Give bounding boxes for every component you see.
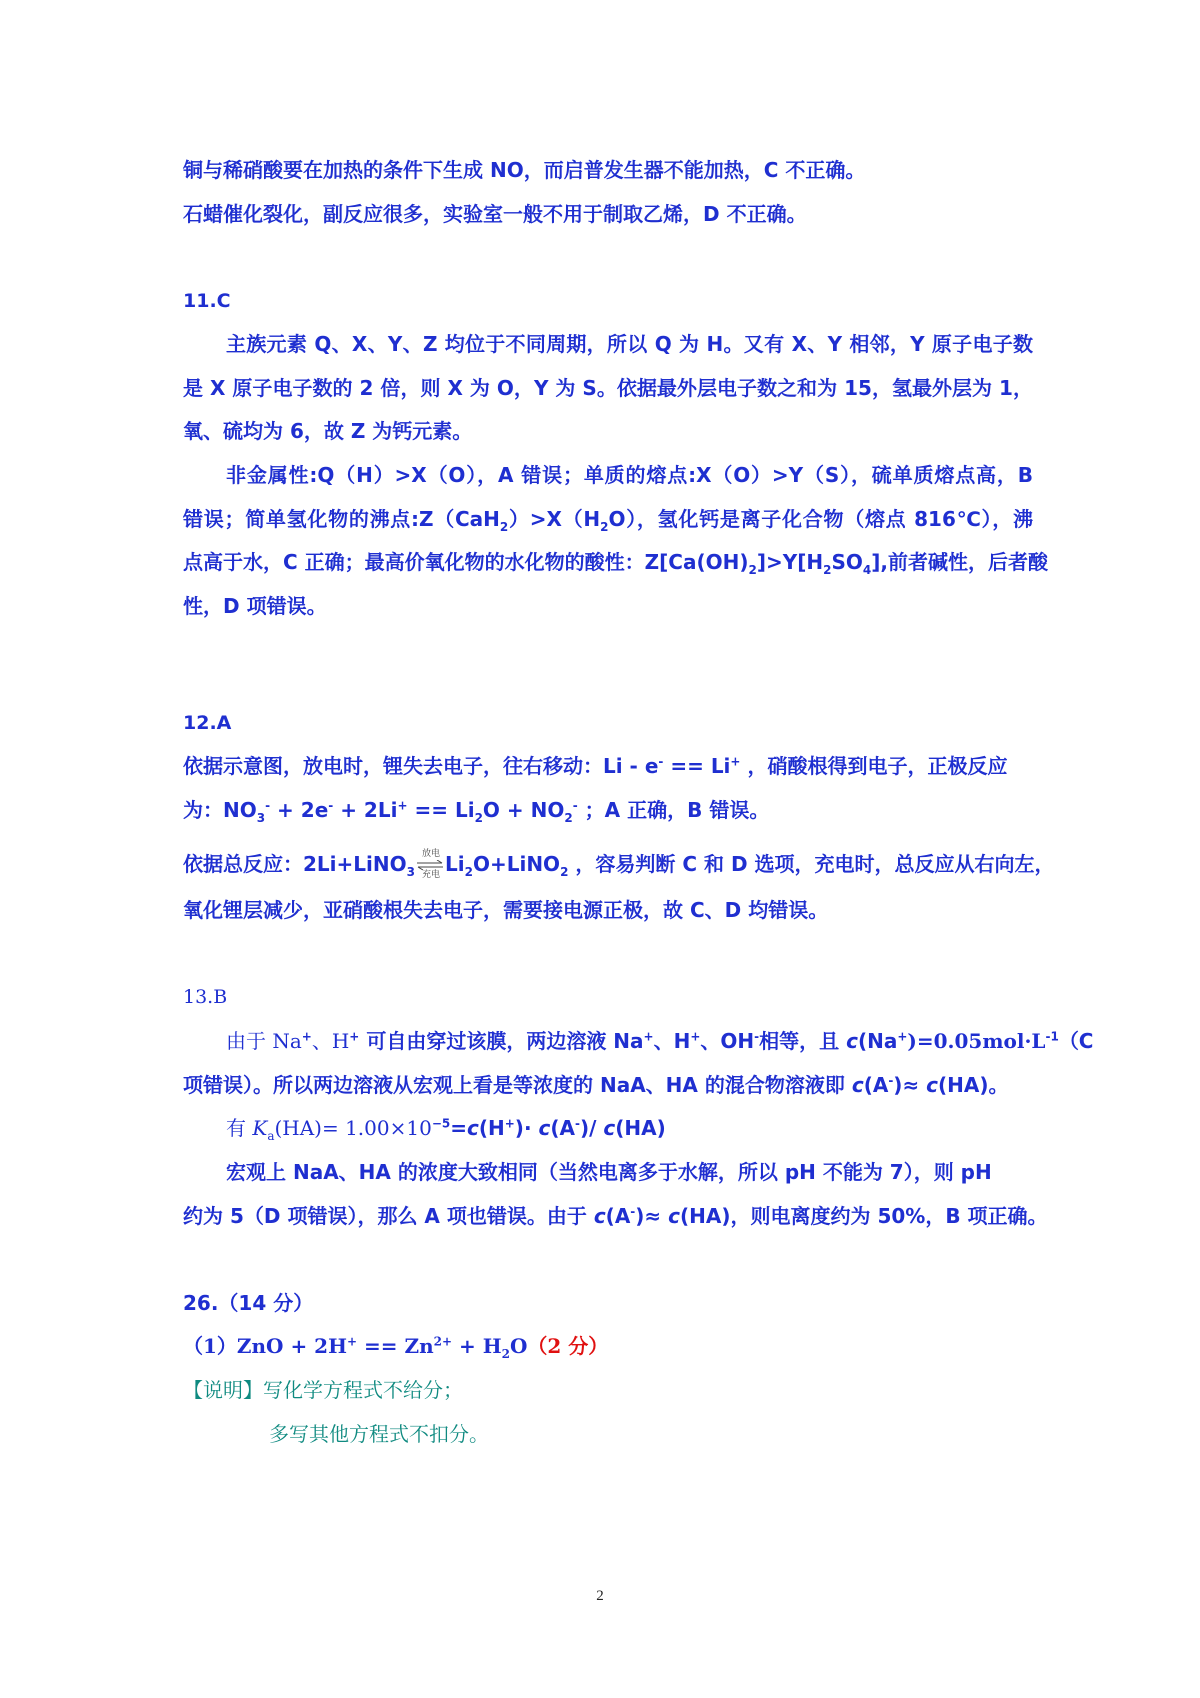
- score-label: （2 分）: [527, 1334, 609, 1358]
- answer-12-line-1: 依据示意图，放电时，锂失去电子，往右移动：Li - e- == Li+ ，硝酸根得到电子，正极反应: [183, 754, 1008, 778]
- reversible-arrow-icon: [415, 848, 445, 881]
- answer-13-line-5: 约为 5（D 项错误），那么 A 项也错误。由于 c(A-)≈ c(HA)，则电离度约为 50%，B 项正确。: [183, 1204, 1048, 1228]
- answer-11-p2-line-3: 点高于水，C 正确；最高价氧化物的水化物的酸性：$Z[Ca(OH)_2]>Y[H_2SO_4]$,前者碱性，后者酸: [183, 550, 1048, 577]
- question-26-part-1: $(1)ZnO + 2H^+ == Zn^{2+} + H_2O(2$ 分）: [183, 1334, 609, 1361]
- section-10-line-2: 石蜡催化裂化，副反应很多，实验室一般不用于制取乙烯，D 不正确。: [183, 202, 807, 226]
- answer-12-line-4: 氧化锂层减少，亚硝酸根失去电子，需要接电源正极，故 C、D 均错误。: [183, 898, 829, 922]
- answer-12-line-2: 为：$NO_3^- + 2e^- + 2Li^+ == Li_2O + NO_2^-$ ；A 正确，B 错误。: [183, 798, 770, 825]
- answer-11-heading: 11.C: [183, 290, 231, 312]
- answer-11-p2-line-4: 性，D 项错误。: [183, 594, 327, 618]
- note-line-1: 【说明】写化学方程式不给分；: [183, 1378, 463, 1402]
- answer-13-heading: 13.B: [183, 986, 228, 1008]
- answer-11-p2-line-1: 非金属性:Q（H）>X（O），A 错误；单质的熔点:X（O）>Y（S），硫单质熔点高，B: [226, 463, 1033, 487]
- answer-11-p1-line-2: 是 X 原子电子数的 2 倍，则 X 为 O，Y 为 S。依据最外层电子数之和为 15，氢最外层为 1，: [183, 376, 1033, 400]
- answer-13-line-2: 项错误）。所以两边溶液从宏观上看是等浓度的 NaA、HA 的混合物溶液即 c(A-)≈ c(HA)。: [183, 1073, 1009, 1097]
- answer-11-p1-line-1: 主族元素 Q、X、Y、Z 均位于不同周期，所以 Q 为 H。又有 X、Y 相邻，Y 原子电子数: [226, 332, 1033, 356]
- answer-11-p1-line-3: 氧、硫均为 6，故 Z 为钙元素。: [183, 419, 473, 443]
- question-26-heading: 26.（14 分）: [183, 1291, 314, 1315]
- answer-11-p2-line-2: 错误；简单氢化物的沸点$:Z(CaH_2)>X(H_2O)$，氢化钙是离子化合物（熔点 816℃），沸: [183, 507, 1033, 534]
- answer-13-line-1: 由于 Na+、H+ 可自由穿过该膜，两边溶液 Na+、H+、OH-相等，且 $c(Na^+)=0.05mol\cdot L^{-1}(C$: [226, 1029, 1094, 1053]
- double-arrow-icon: [416, 860, 444, 870]
- section-10-line-1: 铜与稀硝酸要在加热的条件下生成 NO，而启普发生器不能加热，C 不正确。: [183, 158, 866, 182]
- note-label: 【说明】: [183, 1378, 263, 1402]
- page-number: 2: [596, 1588, 604, 1604]
- answer-13-line-4: 宏观上 NaA、HA 的浓度大致相同（当然电离多于水解，所以 pH 不能为 7），则 pH: [226, 1160, 992, 1184]
- answer-13-line-3: 有 $K_a(HA)= 1.00\times 10^{-5}=c(H^+)\cdot c(A^-)/$ c(HA): [226, 1116, 666, 1143]
- answer-12-heading: 12.A: [183, 712, 232, 734]
- note-line-2: 多写其他方程式不扣分。: [269, 1422, 489, 1446]
- discharge-label: 放电: [421, 848, 440, 859]
- answer-12-line-3: 依据总反应：2Li+LiNO$_3$ 放电 充电 $Li_2O+LiNO_2$ ，容易判断 C 和 D 选项，充电时，总反应从右向左，: [183, 848, 1055, 880]
- charge-label: 充电: [421, 869, 440, 880]
